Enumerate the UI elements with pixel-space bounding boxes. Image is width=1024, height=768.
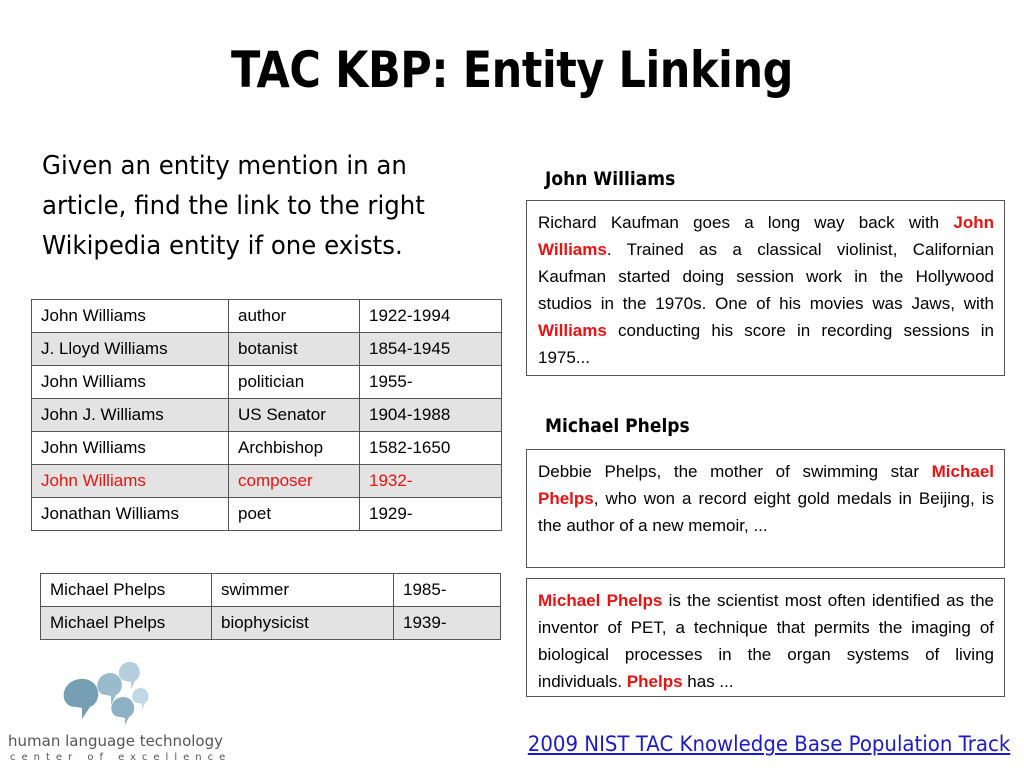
cell-role: Archbishop xyxy=(229,432,360,465)
cell-role: swimmer xyxy=(212,574,394,607)
cell-role: US Senator xyxy=(229,399,360,432)
tac-kbp-track-link[interactable]: 2009 NIST TAC Knowledge Base Population Track xyxy=(527,732,1010,756)
john-williams-heading: John Williams xyxy=(545,168,676,190)
table-row xyxy=(32,432,502,465)
michael-phelps-heading: Michael Phelps xyxy=(545,415,690,437)
cell-name: Michael Phelps xyxy=(41,607,212,640)
cell-name: J. Lloyd Williams xyxy=(32,333,229,366)
table-row xyxy=(32,300,502,333)
cell-years: 1985- xyxy=(394,574,501,607)
context-text: . Trained as a classical violinist, Californian Kaufman started doing session work in the Hollywood studios in the 1970s. One of his movies was Jaws, with xyxy=(538,240,994,313)
cell-years: 1904-1988 xyxy=(360,399,502,432)
cell-role: politician xyxy=(229,366,360,399)
table-row xyxy=(32,333,502,366)
entity-mention: Phelps xyxy=(626,672,683,691)
entity-mention: Michael Phelps xyxy=(538,462,994,508)
cell-role: author xyxy=(229,300,360,333)
table-row xyxy=(41,607,501,640)
cell-years: 1955- xyxy=(360,366,502,399)
john-williams-candidates-table xyxy=(31,299,502,531)
cell-role: botanist xyxy=(229,333,360,366)
cell-name: John Williams xyxy=(32,300,229,333)
table-row xyxy=(32,366,502,399)
context-text: is the scientist most often identified as the inventor of PET, a technique that permits the imaging of biological processes in the organ systems of living individuals. xyxy=(538,591,994,691)
context-text: , who won a record eight gold medals in Beijing, is the author of a new memoir, ... xyxy=(538,489,994,535)
table-row xyxy=(32,498,502,531)
cell-name: John Williams xyxy=(32,366,229,399)
cell-role: composer xyxy=(229,465,360,498)
logo-line2: center of excellence xyxy=(10,752,232,763)
cell-name: John Williams xyxy=(32,465,229,498)
context-text: Richard Kaufman goes a long way back with xyxy=(538,213,954,232)
cell-name: Jonathan Williams xyxy=(32,498,229,531)
entity-mention: Williams xyxy=(538,321,607,340)
slide-title: TAC KBP: Entity Linking xyxy=(230,41,794,99)
michael-phelps-scientist-context-box xyxy=(526,578,1005,697)
cell-role: biophysicist xyxy=(212,607,394,640)
cell-name: John J. Williams xyxy=(32,399,229,432)
entity-mention: John Williams xyxy=(538,213,994,259)
table-row xyxy=(32,465,502,498)
cell-years: 1929- xyxy=(360,498,502,531)
cell-role: poet xyxy=(229,498,360,531)
logo-line1: human language technology xyxy=(8,732,223,750)
michael-phelps-swimmer-context-box xyxy=(526,449,1005,568)
john-williams-context-box xyxy=(526,200,1005,376)
cell-name: Michael Phelps xyxy=(41,574,212,607)
table-row xyxy=(32,399,502,432)
cell-years: 1939- xyxy=(394,607,501,640)
cell-years: 1854-1945 xyxy=(360,333,502,366)
cell-years: 1582-1650 xyxy=(360,432,502,465)
table-row xyxy=(41,574,501,607)
cell-years: 1932- xyxy=(360,465,502,498)
context-text: conducting his score in recording sessions in 1975... xyxy=(538,321,994,367)
michael-phelps-candidates-table xyxy=(40,573,501,640)
entity-mention: Michael Phelps xyxy=(538,591,663,610)
cell-years: 1922-1994 xyxy=(360,300,502,333)
context-text: Debbie Phelps, the mother of swimming star xyxy=(538,462,932,481)
context-text: has ... xyxy=(682,672,734,691)
cell-name: John Williams xyxy=(32,432,229,465)
task-description: Given an entity mention in an article, find the link to the right Wikipedia entity if one exists. xyxy=(42,151,425,261)
